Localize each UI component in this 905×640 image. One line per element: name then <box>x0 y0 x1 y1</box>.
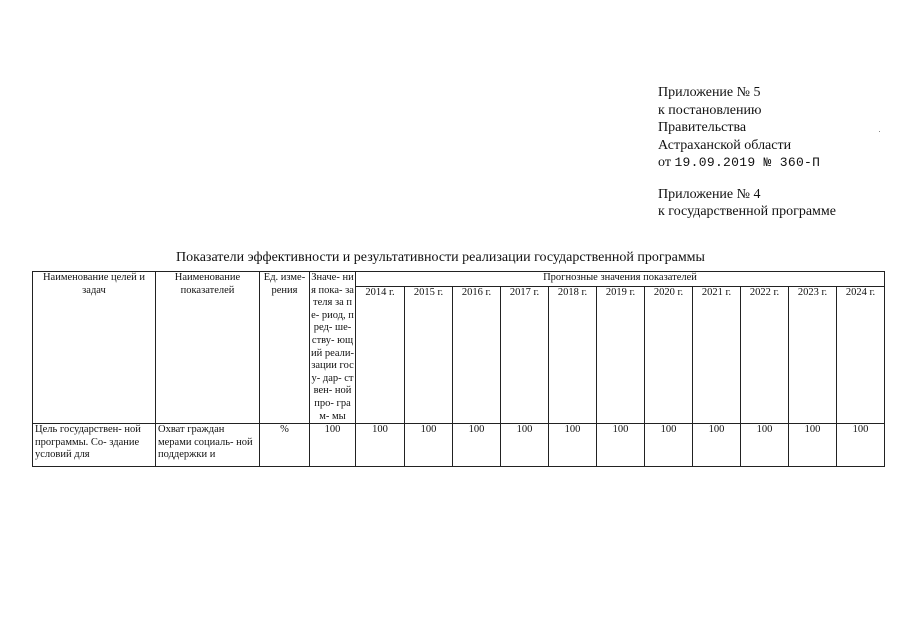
appendix5-line4: Астраханской области <box>658 137 792 153</box>
header-unit: Ед. изме- рения <box>260 272 310 424</box>
cell-value: 100 <box>356 424 405 467</box>
header-indicators: Наименование показателей <box>156 272 260 424</box>
header-year: 2014 г. <box>356 287 405 424</box>
appendix5-date-prefix: от <box>658 155 671 170</box>
header-year: 2024 г. <box>837 287 885 424</box>
cell-value: 100 <box>453 424 501 467</box>
header-prev-value: Значе- ния пока- зателя за пе- риод, пред- ше- ству- ющий реали- зации госу- дар- ствен- ной про- грам- мы <box>310 272 356 424</box>
header-year: 2016 г. <box>453 287 501 424</box>
header-goals: Наименование целей и задач <box>33 272 156 424</box>
cell-value: 100 <box>789 424 837 467</box>
appendix5-date-number: 19.09.2019 № 360-П <box>674 155 821 170</box>
cell-value: 100 <box>501 424 549 467</box>
indicators-table <box>32 271 885 467</box>
header-year: 2018 г. <box>549 287 597 424</box>
header-year: 2019 г. <box>597 287 645 424</box>
header-year: 2020 г. <box>645 287 693 424</box>
appendix5-line5 <box>658 154 836 172</box>
document-title: Показатели эффективности и результативности реализации государственной программы <box>176 250 705 265</box>
appendix5-line3: Правительства <box>658 120 747 135</box>
appendix4-line1: Приложение № 4 <box>658 186 761 202</box>
cell-prev-value: 100 <box>310 424 356 467</box>
scan-speck <box>879 131 880 132</box>
header-year: 2015 г. <box>405 287 453 424</box>
cell-value: 100 <box>405 424 453 467</box>
cell-indicator: Охват граждан мерами социаль- ной поддержки и <box>156 424 260 467</box>
cell-value: 100 <box>837 424 885 467</box>
cell-value: 100 <box>645 424 693 467</box>
cell-value: 100 <box>549 424 597 467</box>
cell-value: 100 <box>693 424 741 467</box>
appendix4-line2: к государственной программе <box>658 204 836 219</box>
cell-value: 100 <box>597 424 645 467</box>
appendix5-line2: к постановлению <box>658 102 762 118</box>
header-year: 2023 г. <box>789 287 837 424</box>
cell-goal: Цель государствен- ной программы. Со- здание условий для <box>33 424 156 467</box>
header-year: 2017 г. <box>501 287 549 424</box>
cell-value: 100 <box>741 424 789 467</box>
header-forecast: Прогнозные значения показателей <box>356 272 885 287</box>
header-year: 2021 г. <box>693 287 741 424</box>
header-year: 2022 г. <box>741 287 789 424</box>
cell-unit: % <box>260 424 310 467</box>
appendix-header <box>658 84 836 221</box>
appendix5-line1: Приложение № 5 <box>658 85 761 100</box>
table-row <box>33 424 885 467</box>
